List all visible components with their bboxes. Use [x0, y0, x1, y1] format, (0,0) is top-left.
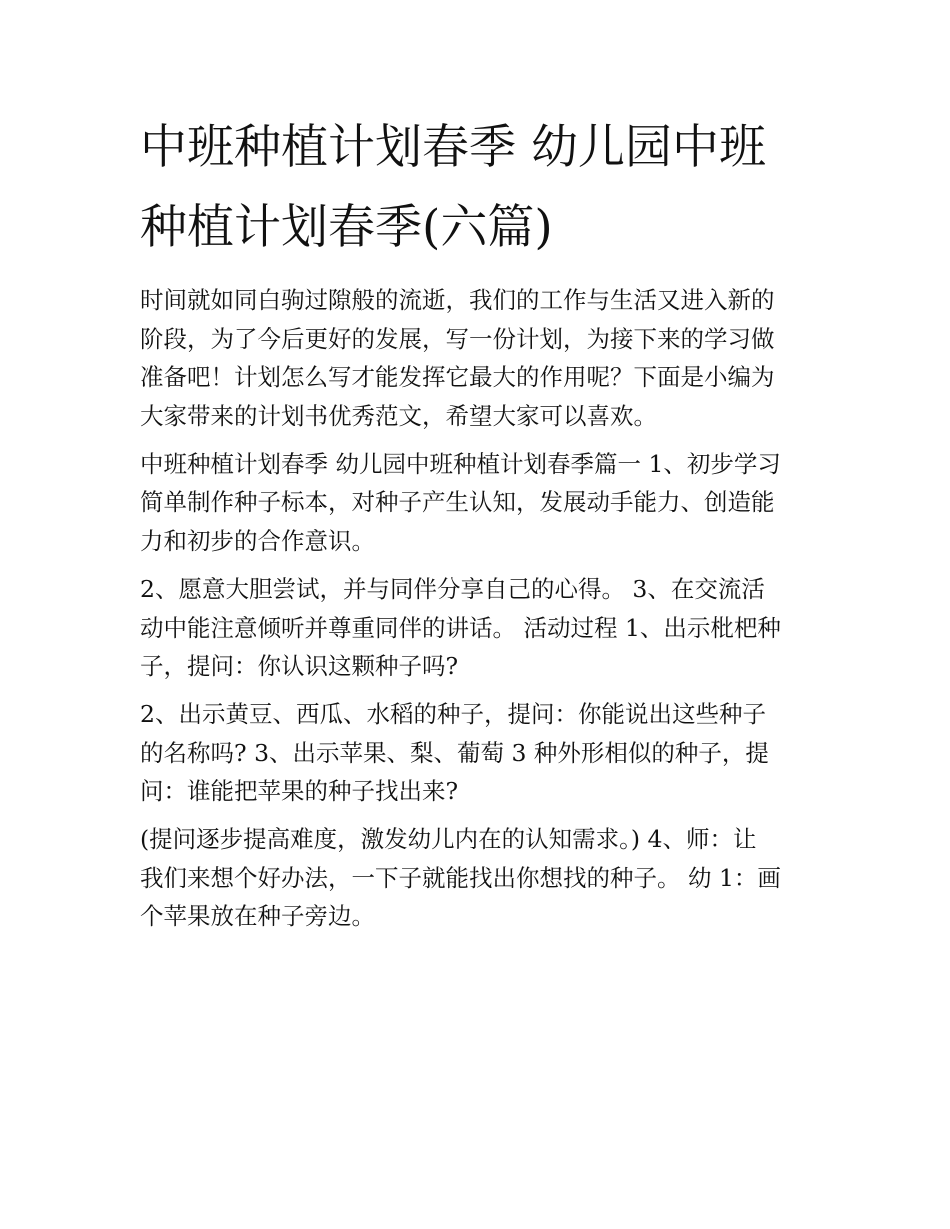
text-line: 简单制作种子标本，对种子产生认知，发展动手能力、创造能: [140, 488, 775, 517]
title-line: 中班种植计划春季 幼儿园中班: [140, 120, 766, 175]
text-line: 我们来想个好办法，一下子就能找出你想找的种子。 幼 1：画: [140, 863, 781, 892]
paragraph-activity-2-3: [140, 695, 818, 811]
text-line: 力和初步的合作意识。: [140, 526, 375, 555]
paragraph-goal-1: [140, 445, 818, 561]
paragraph-activity-4: [140, 820, 818, 936]
text-line: 个苹果放在种子旁边。: [140, 902, 375, 931]
text-line: 时间就如同白驹过隙般的流逝，我们的工作与生活又进入新的: [140, 286, 775, 314]
document-title: [140, 108, 820, 268]
document-body: [140, 281, 818, 945]
text-line: 准备吧！计划怎么写才能发挥它最大的作用呢？下面是小编为: [140, 363, 775, 392]
text-line: 动中能注意倾听并尊重同伴的讲话。 活动过程 1、出示枇杷种: [140, 613, 781, 642]
intro-paragraph: [140, 281, 818, 435]
text-line: (提问逐步提高难度，激发幼儿内在的认知需求。) 4、师：让: [140, 825, 757, 854]
text-line: 阶段，为了今后更好的发展，写一份计划，为接下来的学习做: [140, 324, 775, 353]
text-line: 问：谁能把苹果的种子找出来?: [140, 777, 459, 806]
text-line: 的名称吗? 3、出示苹果、梨、葡萄 3 种外形相似的种子，提: [140, 738, 769, 767]
paragraph-goals-2-3: [140, 570, 818, 686]
text-line: 大家带来的计划书优秀范文，希望大家可以喜欢。: [140, 401, 657, 430]
text-line: 子，提问：你认识这颗种子吗?: [140, 652, 459, 681]
text-line: 2、出示黄豆、西瓜、水稻的种子，提问：你能说出这些种子: [140, 700, 766, 729]
text-line: 2、愿意大胆尝试，并与同伴分享自己的心得。 3、在交流活: [140, 574, 765, 603]
title-line: 种植计划春季(六篇): [140, 200, 553, 255]
text-line: 中班种植计划春季 幼儿园中班种植计划春季篇一 1、初步学习: [140, 449, 781, 478]
